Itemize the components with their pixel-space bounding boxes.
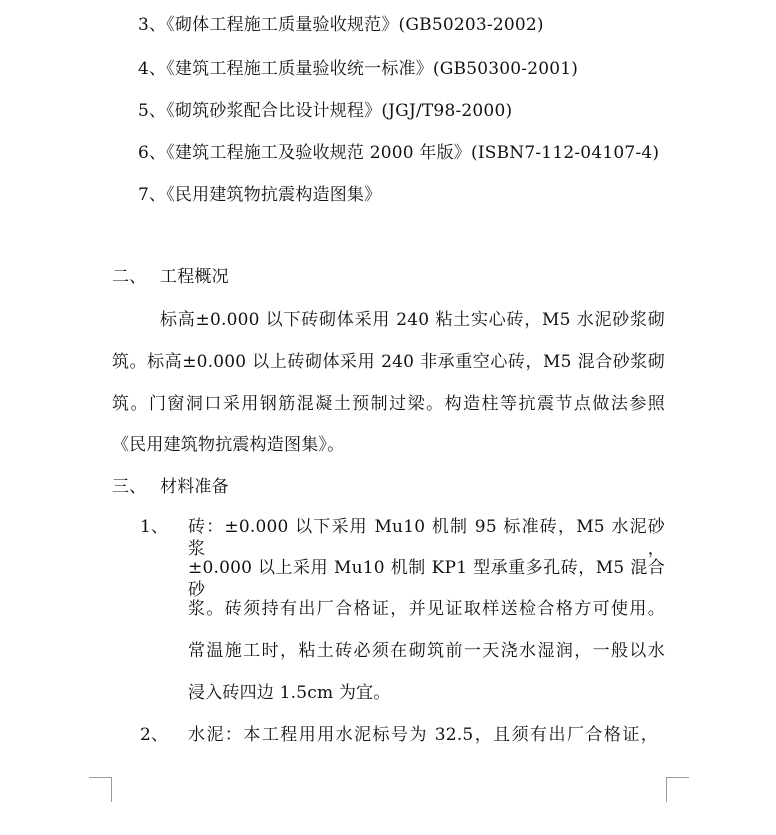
- reference-item-4: 4、《建筑工程施工质量验收统一标准》(GB50300-2001): [138, 59, 579, 79]
- reference-item-5: 5、《砌筑砂浆配合比设计规程》(JGJ/T98-2000): [138, 101, 513, 121]
- material-item-1-line-4: 常温施工时，粘土砖必须在砌筑前一天浇水湿润，一般以水: [188, 641, 665, 661]
- reference-item-3: 3、《砌体工程施工质量验收规范》(GB50203-2002): [138, 15, 544, 35]
- section-2-line-3: 筑。门窗洞口采用钢筋混凝土预制过梁。构造柱等抗震节点做法参照: [112, 394, 665, 414]
- material-item-1-line-2: ±0.000 以上采用 Mu10 机制 KP1 型承重多孔砖，M5 混合砂: [188, 558, 665, 600]
- page-corner-mark-left: [89, 777, 112, 802]
- section-2-title: 工程概况: [160, 267, 229, 287]
- reference-item-6: 6、《建筑工程施工及验收规范 2000 年版》(ISBN7-112-04107-4): [138, 143, 660, 163]
- material-item-1-line-1: 砖：±0.000 以下采用 Mu10 机制 95 标准砖，M5 水泥砂浆，: [188, 517, 665, 559]
- reference-item-7: 7、《民用建筑物抗震构造图集》: [138, 185, 382, 205]
- material-item-1-line-3: 浆。砖须持有出厂合格证，并见证取样送检合格方可使用。: [188, 599, 665, 619]
- page-corner-mark-right: [666, 777, 689, 802]
- section-2-line-1: 标高±0.000 以下砖砌体采用 240 粘土实心砖，M5 水泥砂浆砌: [160, 310, 665, 330]
- section-2-line-4: 《民用建筑物抗震构造图集》。: [112, 435, 345, 455]
- section-2-number: 二、: [112, 267, 147, 287]
- material-item-1-number: 1、: [140, 517, 169, 537]
- material-item-1-line-5: 浸入砖四边 1.5cm 为宜。: [188, 683, 391, 703]
- section-2-line-2: 筑。标高±0.000 以上砖砌体采用 240 非承重空心砖，M5 混合砂浆砌: [112, 352, 665, 372]
- section-3-number: 三、: [112, 477, 147, 497]
- material-item-2-line-1: 水泥：本工程用用水泥标号为 32.5，且须有出厂合格证，: [188, 725, 658, 745]
- section-3-title: 材料准备: [160, 477, 229, 497]
- material-item-2-number: 2、: [140, 725, 169, 745]
